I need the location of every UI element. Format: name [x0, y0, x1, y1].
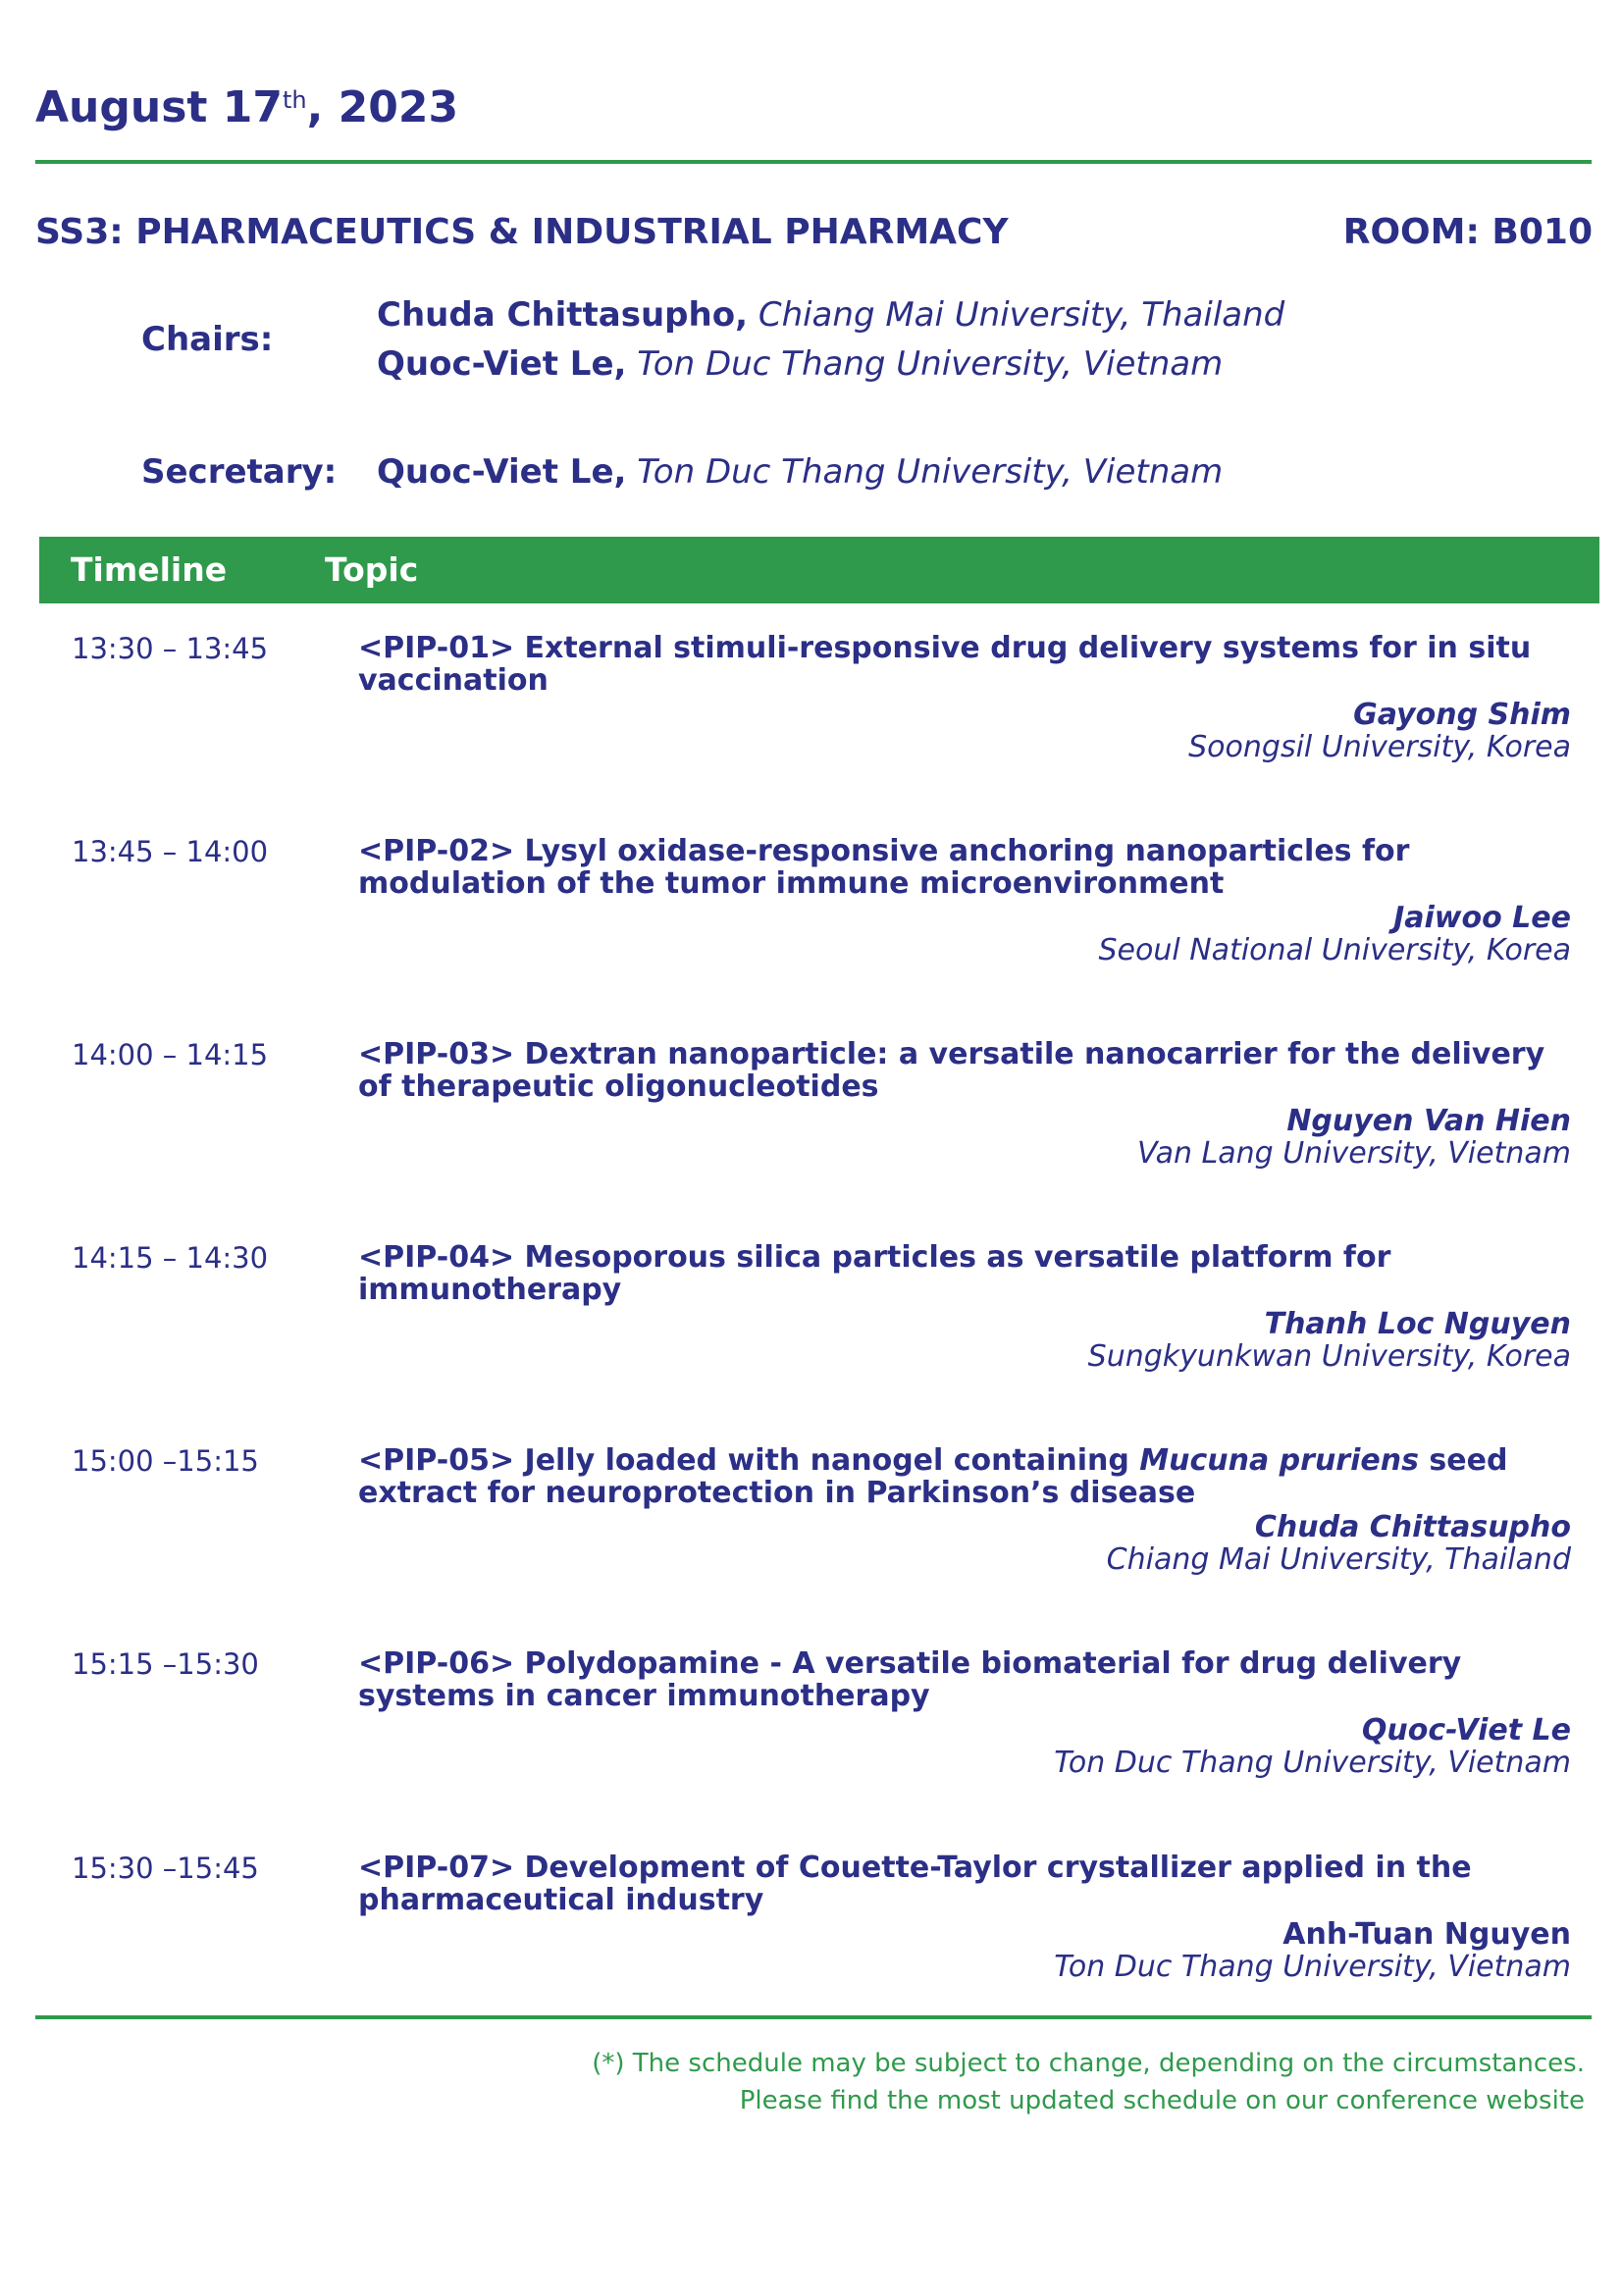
species-name: Mucuna pruriens	[1139, 1443, 1419, 1478]
schedule-row	[0, 1241, 1622, 1437]
row-topic: <PIP-02> Lysyl oxidase-responsive anchoring nanoparticles for modulation of the tumor immune microenvironment	[358, 834, 1410, 901]
row-speaker: Jaiwoo Lee	[1393, 901, 1571, 935]
date-ordinal-suffix: th	[282, 86, 307, 114]
row-speaker: Thanh Loc Nguyen	[1264, 1307, 1571, 1341]
row-institution: Soongsil University, Korea	[1188, 730, 1571, 764]
chairs-label: Chairs:	[141, 320, 274, 359]
session-room: ROOM: B010	[1342, 212, 1593, 252]
row-topic: <PIP-06> Polydopamine - A versatile biomaterial for drug delivery systems in cancer immunotherapy	[358, 1646, 1462, 1713]
row-institution: Seoul National University, Korea	[1098, 933, 1571, 967]
row-speaker: Gayong Shim	[1353, 698, 1571, 732]
row-speaker: Nguyen Van Hien	[1286, 1104, 1571, 1138]
table-header	[39, 537, 1599, 603]
chair-1	[377, 295, 1284, 335]
row-institution: Sungkyunkwan University, Korea	[1087, 1339, 1571, 1374]
schedule-row	[0, 1038, 1622, 1234]
schedule-row	[0, 1647, 1622, 1844]
chair-institution: Ton Duc Thang University, Vietnam	[626, 344, 1224, 384]
timeline-header: Timeline	[71, 550, 228, 589]
row-time: 13:45 – 14:00	[72, 835, 269, 868]
row-institution: Van Lang University, Vietnam	[1136, 1136, 1571, 1171]
row-time: 15:30 –15:45	[72, 1852, 259, 1885]
secretary-person	[377, 452, 1223, 492]
session-title: SS3: PHARMACEUTICS & INDUSTRIAL PHARMACY	[35, 212, 1009, 252]
row-speaker: Chuda Chittasupho	[1254, 1510, 1571, 1544]
row-time: 15:00 –15:15	[72, 1444, 259, 1478]
row-topic: <PIP-07> Development of Couette-Taylor crystallizer applied in the pharmaceutical industry	[358, 1851, 1472, 1917]
row-topic: <PIP-03> Dextran nanoparticle: a versatile nanocarrier for the delivery of therapeutic oligonucleotides	[358, 1037, 1545, 1104]
chair-institution: Chiang Mai University, Thailand	[748, 295, 1285, 335]
row-institution: Ton Duc Thang University, Vietnam	[1054, 1950, 1571, 1984]
row-time: 14:00 – 14:15	[72, 1038, 269, 1071]
chair-2	[377, 344, 1223, 384]
row-institution: Ton Duc Thang University, Vietnam	[1054, 1746, 1571, 1780]
chair-name: Chuda Chittasupho,	[377, 295, 749, 335]
row-speaker: Anh-Tuan Nguyen	[1282, 1917, 1571, 1952]
schedule-row	[0, 632, 1622, 828]
row-time: 14:15 – 14:30	[72, 1241, 269, 1275]
row-topic: <PIP-01> External stimuli-responsive drug delivery systems for in situ vaccination	[358, 631, 1532, 698]
row-topic: <PIP-04> Mesoporous silica particles as versatile platform for immunotherapy	[358, 1240, 1391, 1307]
row-institution: Chiang Mai University, Thailand	[1106, 1542, 1571, 1577]
row-time: 15:15 –15:30	[72, 1647, 259, 1681]
page-date: August 17th, 2023	[35, 82, 459, 132]
bottom-divider	[35, 2015, 1592, 2019]
schedule-row	[0, 835, 1622, 1031]
website-note: Please find the most updated schedule on our conference website	[739, 2086, 1585, 2115]
row-topic: <PIP-05> Jelly loaded with nanogel containing Mucuna pruriens seed extract for neuroprotection in Parkinson’s disease	[358, 1443, 1508, 1510]
row-speaker: Quoc-Viet Le	[1361, 1713, 1571, 1748]
secretary-name: Quoc-Viet Le,	[377, 452, 627, 492]
secretary-institution: Ton Duc Thang University, Vietnam	[626, 452, 1224, 492]
topic-header: Topic	[325, 550, 419, 589]
schedule-disclaimer: (*) The schedule may be subject to change, depending on the circumstances.	[592, 2049, 1585, 2078]
secretary-label: Secretary:	[141, 452, 338, 492]
top-divider	[35, 160, 1592, 164]
chair-name: Quoc-Viet Le,	[377, 344, 627, 384]
row-time: 13:30 – 13:45	[72, 632, 269, 665]
schedule-row	[0, 1444, 1622, 1641]
